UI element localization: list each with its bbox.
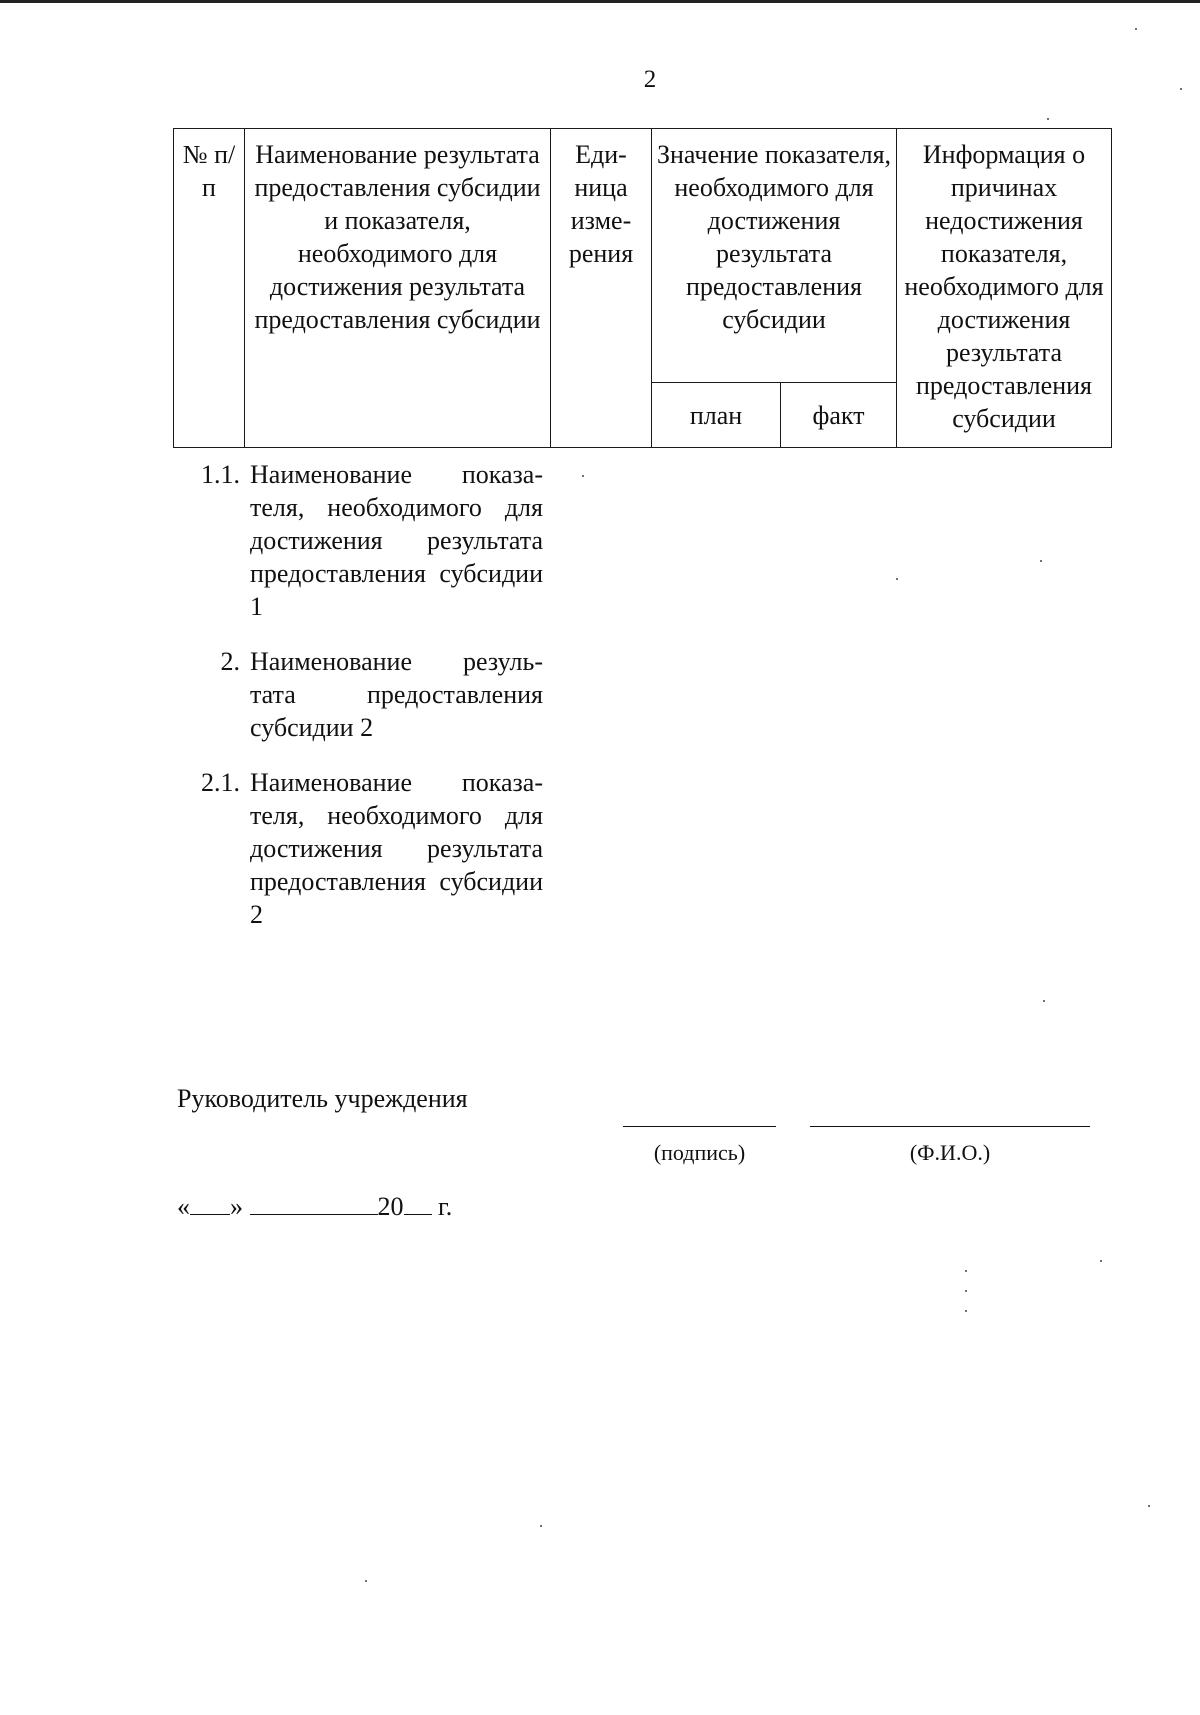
signature-line [623,1126,776,1127]
header-unit: Еди-ница изме-рения [551,129,652,448]
date-close-quote: » [230,1192,243,1221]
scan-speck [1135,28,1137,30]
year-prefix: 20 [377,1192,404,1221]
scan-speck [1180,88,1182,90]
top-border-line [0,0,1200,3]
director-label: Руководитель учреждения [177,1084,468,1113]
year-suffix: г. [438,1192,453,1221]
indicators-table [173,128,1112,448]
fio-caption: (Ф.И.О.) [909,1140,991,1165]
page-number: 2 [643,66,657,93]
scan-speck [965,1270,967,1272]
scan-speck [1148,1505,1150,1507]
scan-speck [1043,1000,1045,1002]
month-blank [250,1190,378,1215]
row-number: 1.1. [201,460,240,489]
year-blank [404,1190,432,1215]
header-name: Наименование результата предоставления субсидии и показателя, необходимого для достижения результата предоставления субсидии [245,129,551,448]
scan-speck [1040,560,1042,562]
header-num: № п/п [174,129,245,448]
date-open-quote: « [177,1192,190,1221]
scan-speck [582,475,584,477]
row-number: 2.1. [201,768,240,797]
scan-speck [965,1310,967,1312]
indicator-rows [173,458,573,953]
scan-speck [1100,1260,1102,1262]
list-item [173,458,573,623]
scan-speck [896,578,898,580]
fio-line [810,1126,1090,1127]
signature-caption: (подпись) [653,1140,746,1165]
header-plan: план [652,383,781,448]
list-item [173,645,573,744]
day-blank [190,1190,230,1215]
scan-speck [540,1525,542,1527]
scan-speck [965,1290,967,1292]
header-fact: факт [781,383,897,448]
date-line [177,1190,452,1222]
header-value: Значение показателя, необходимого для достижения результата предоставления субсидии [652,129,897,383]
row-name: Наименование показа-теля, необходимого для достижения результата предоставления субсидии 2 [250,768,543,929]
row-name: Наименование резуль-тата предоставления субсидии 2 [250,647,543,742]
list-item [173,766,573,931]
row-number: 2. [220,647,240,676]
row-name: Наименование показа-теля, необходимого для достижения результата предоставления субсидии 1 [250,460,543,621]
scan-speck [1047,118,1049,120]
scan-speck [365,1580,367,1582]
header-info: Информация о причинах недостижения показателя, необходимого для достижения результата предоставления субсидии [897,129,1112,448]
